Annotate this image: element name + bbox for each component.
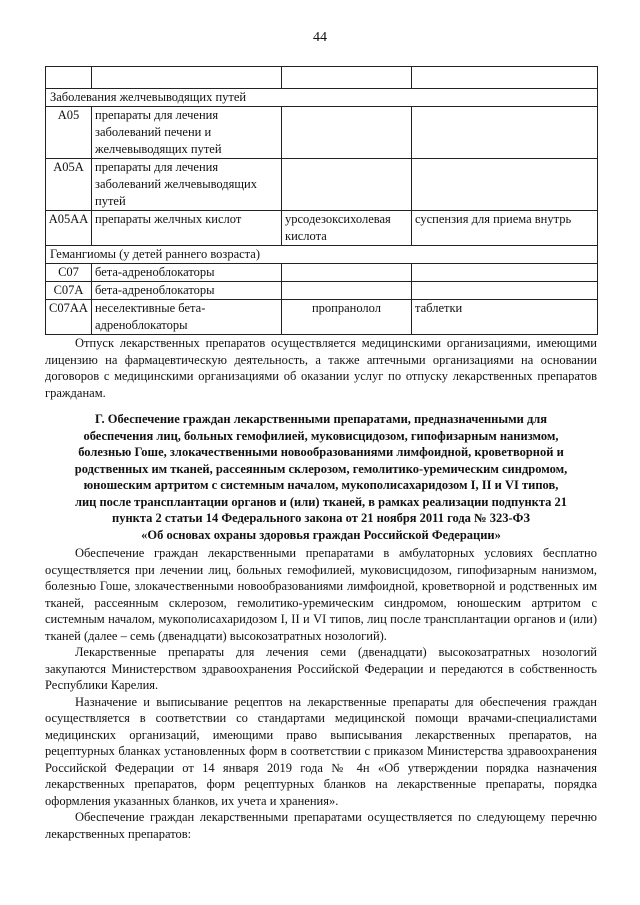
section-title: Заболевания желчевыводящих путей <box>46 89 598 107</box>
table-row <box>46 67 598 89</box>
atc-code: C07AA <box>46 300 92 335</box>
drug-inn: урсодезоксихолевая кислота <box>282 211 412 246</box>
table-row <box>46 282 598 300</box>
drug-inn: пропранолол <box>282 300 412 335</box>
dosage-form <box>412 264 598 282</box>
dosage-form: суспензия для приема внутрь <box>412 211 598 246</box>
paragraph-text: Лекарственные препараты для лечения семи (двенадцати) высокозатратных нозологий закупаются Министерством здравоохранения Российской Федерации и передаются в собственность Республики Карелия. <box>45 645 597 692</box>
table-section-row <box>46 246 598 264</box>
drug-group: препараты для лечения заболеваний печени и желчевыводящих путей <box>92 107 282 159</box>
atc-code: C07A <box>46 282 92 300</box>
table-row <box>46 211 598 246</box>
paragraph-text: Отпуск лекарственных препаратов осуществляется медицинскими организациями, имеющими лицензию на фармацевтическую деятельность, а также аптечными организациями на основании договоров с медицинскими организациями об оказании услуг по отпуску лекарственных препаратов гражданам. <box>45 336 597 400</box>
table-row <box>46 159 598 211</box>
heading-line: болезнью Гоше, злокачественными новообразованиями лимфоидной, кроветворной и <box>78 445 564 459</box>
heading-line: обеспечения лиц, больных гемофилией, муковисцидозом, гипофизарным нанизмом, <box>83 428 559 443</box>
atc-code: A05 <box>46 107 92 159</box>
dispensing-paragraph <box>45 335 597 401</box>
drug-group: неселективные бета-адреноблокаторы <box>92 300 282 335</box>
heading-line: юношеским артритом с системным началом, мукополисахаридозом I, II и VI типов, <box>83 478 559 492</box>
drug-group: бета-адреноблокаторы <box>92 264 282 282</box>
heading-line: пункта 2 статьи 14 Федерального закона от 21 ноября 2011 года № 323-ФЗ <box>112 511 530 525</box>
section-title: Гемангиомы (у детей раннего возраста) <box>46 246 598 264</box>
heading-line: Г. Обеспечение граждан лекарственными препаратами, предназначенными для <box>94 412 548 426</box>
heading-line: родственных им тканей, рассеянным склерозом, гемолитико-уремическим синдромом, <box>74 461 568 476</box>
heading-line: «Об основах охраны здоровья граждан Российской Федерации» <box>141 527 501 542</box>
drug-group: бета-адреноблокаторы <box>92 282 282 300</box>
dosage-form <box>412 107 598 159</box>
paragraph-text: Назначение и выписывание рецептов на лекарственные препараты для обеспечения граждан осуществляется в соответствии со стандартами медицинской помощи врачами-специалистами медицинских организаций, имеющими право выписывания лекарственных препаратов, на рецептурных бланках установленных форм в соответствии с приказом Министерства здравоохранения Российской Федерации от 14 января 2019 года № 4н «Об утверждении порядка назначения лекарственных препаратов, форм рецептурных бланков на лекарственные препараты, порядка оформления указанных бланков, их учета и хранения». <box>45 694 597 808</box>
table-row <box>46 300 598 335</box>
paragraph-text: Обеспечение граждан лекарственными препаратами в амбулаторных условиях бесплатно осуществляется при лечении лиц, больных гемофилией, муковисцидозом, гипофизарным нанизмом, болезнью Гоше, злокачественными новообразованиями лимфоидной, кроветворной и родственных им тканей, рассеянным склерозом, гемолитико-уремическим синдромом, юношеским артритом с системным началом, мукополисахаридозом I, II и VI типов, лиц после трансплантации органов и (или) тканей (далее – семь (двенадцати) высокозатратных нозологий). <box>45 546 597 643</box>
drug-group: препараты для лечения заболеваний желчевыводящих путей <box>92 159 282 211</box>
drug-inn <box>282 264 412 282</box>
atc-code: A05AA <box>46 211 92 246</box>
heading-line: лиц после трансплантации органов и (или) тканей, в рамках реализации подпункта 21 <box>74 494 568 509</box>
atc-code: C07 <box>46 264 92 282</box>
table-section-row <box>46 89 598 107</box>
atc-code: A05A <box>46 159 92 211</box>
table-row <box>46 107 598 159</box>
dosage-form <box>412 282 598 300</box>
body-text <box>45 545 597 842</box>
dosage-form <box>412 159 598 211</box>
table-row <box>46 264 598 282</box>
paragraph-text: Обеспечение граждан лекарственными препаратами осуществляется по следующему перечню лекарственных препаратов: <box>45 810 597 841</box>
drug-inn <box>282 107 412 159</box>
section-heading <box>45 411 597 543</box>
drug-group: препараты желчных кислот <box>92 211 282 246</box>
page-number: 44 <box>313 30 327 45</box>
drug-inn <box>282 159 412 211</box>
drug-inn <box>282 282 412 300</box>
drug-table <box>45 66 598 335</box>
dosage-form: таблетки <box>412 300 598 335</box>
